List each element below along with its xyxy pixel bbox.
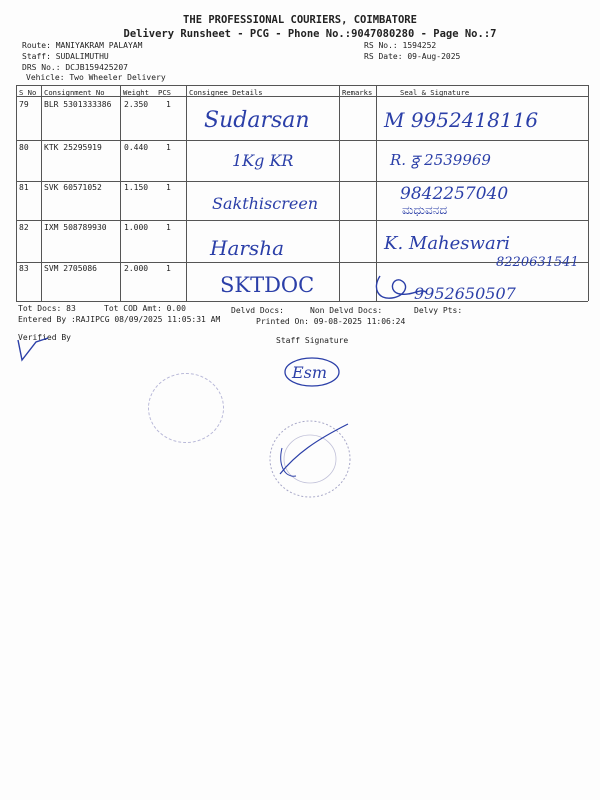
- signature-scribble: [370, 270, 430, 304]
- cell-weight: 2.000: [124, 264, 149, 273]
- round-seal-stamp: [266, 418, 356, 500]
- cell-pcs: 1: [166, 264, 171, 273]
- seal-handwriting: 9842257040: [400, 184, 509, 204]
- row-divider: [16, 181, 588, 182]
- verified-by: Verified By: [18, 333, 71, 342]
- header-consignment: Consignment No: [44, 88, 105, 97]
- cell-pcs: 1: [166, 100, 171, 109]
- cell-sno: 83: [19, 264, 29, 273]
- consignee-handwriting: Sakthiscreen: [212, 194, 319, 213]
- company-title: THE PROFESSIONAL COURIERS, COIMBATORE: [183, 14, 417, 26]
- row-divider: [16, 140, 588, 141]
- consignee-handwriting: Sudarsan: [204, 108, 310, 133]
- col-divider: [186, 85, 187, 301]
- header-remarks: Remarks: [342, 88, 373, 97]
- consignee-handwriting: 1Kg KR: [232, 151, 294, 170]
- cell-consignment: KTK 25295919: [44, 143, 102, 152]
- runsheet-subtitle: Delivery Runsheet - PCG - Phone No.:9047080280 - Page No.:7: [123, 28, 497, 40]
- cell-consignment: SVK 60571052: [44, 183, 102, 192]
- vehicle-text: Vehicle: Two Wheeler Delivery: [26, 73, 166, 82]
- seal-handwriting: M 9952418116: [384, 108, 539, 132]
- row-divider: [16, 220, 588, 221]
- col-divider: [16, 85, 17, 301]
- seal-note-handwriting: ಮಧುವನದ: [402, 203, 448, 217]
- cell-pcs: 1: [166, 223, 171, 232]
- barcode: [262, 42, 360, 66]
- cell-weight: 0.440: [124, 143, 149, 152]
- cell-weight: 2.350: [124, 100, 149, 109]
- entered-by: Entered By :RAJIPCG 08/09/2025 11:05:31 AM: [18, 315, 221, 324]
- consignee-handwriting: Harsha: [210, 236, 284, 260]
- delvy-pts: Delvy Pts:: [414, 306, 463, 315]
- header-sno: S No: [19, 88, 37, 97]
- non-delvd-docs: Non Delvd Docs:: [310, 306, 383, 315]
- route-text: Route: MANIYAKRAM PALAYAM: [22, 41, 143, 50]
- rs-date: RS Date: 09-Aug-2025: [364, 52, 461, 61]
- cell-pcs: 1: [166, 183, 171, 192]
- seal-handwriting: R. ठ्ठ 2539969: [390, 151, 491, 169]
- col-divider: [376, 85, 377, 301]
- cell-consignment: IXM 508789930: [44, 223, 107, 232]
- seal-handwriting: 9952650507: [414, 284, 516, 303]
- staff-signature-text: Esm: [292, 363, 328, 382]
- staff-signature-mark: [282, 354, 346, 390]
- staff-text: Staff: SUDALIMUTHU: [22, 52, 109, 61]
- cell-weight: 1.150: [124, 183, 149, 192]
- cell-consignment: BLR 5301333386: [44, 100, 112, 109]
- cell-sno: 80: [19, 143, 29, 152]
- verified-signature-mark: [14, 334, 54, 364]
- cell-sno: 81: [19, 183, 29, 192]
- cell-sno: 82: [19, 223, 29, 232]
- cell-weight: 1.000: [124, 223, 149, 232]
- header-weight: Weight: [123, 88, 149, 97]
- tot-cod: Tot COD Amt: 0.00: [104, 304, 186, 313]
- header-pcs: PCS: [158, 88, 171, 97]
- col-divider: [588, 85, 589, 301]
- staff-signature-label: Staff Signature: [276, 336, 349, 345]
- drs-text: DRS No.: DCJB159425207: [22, 63, 128, 72]
- delvd-docs: Delvd Docs:: [231, 306, 284, 315]
- cell-pcs: 1: [166, 143, 171, 152]
- rs-number: RS No.: 1594252: [364, 41, 437, 50]
- cell-sno: 79: [19, 100, 29, 109]
- table-top-border: [16, 85, 588, 86]
- col-divider: [41, 85, 42, 301]
- col-divider: [120, 85, 121, 301]
- header-seal: Seal & Signature: [400, 88, 470, 97]
- col-divider: [339, 85, 340, 301]
- tot-docs: Tot Docs: 83: [18, 304, 76, 313]
- cell-consignment: SVM 2705086: [44, 264, 97, 273]
- faint-stamp: [148, 373, 224, 443]
- printed-on: Printed On: 09-08-2025 11:06:24: [256, 317, 406, 326]
- extra-phone-handwriting: 8220631541: [496, 255, 579, 270]
- consignee-handwriting: SKTDOC: [220, 273, 315, 297]
- header-consignee: Consignee Details: [189, 88, 263, 97]
- seal-handwriting: K. Maheswari: [384, 233, 511, 254]
